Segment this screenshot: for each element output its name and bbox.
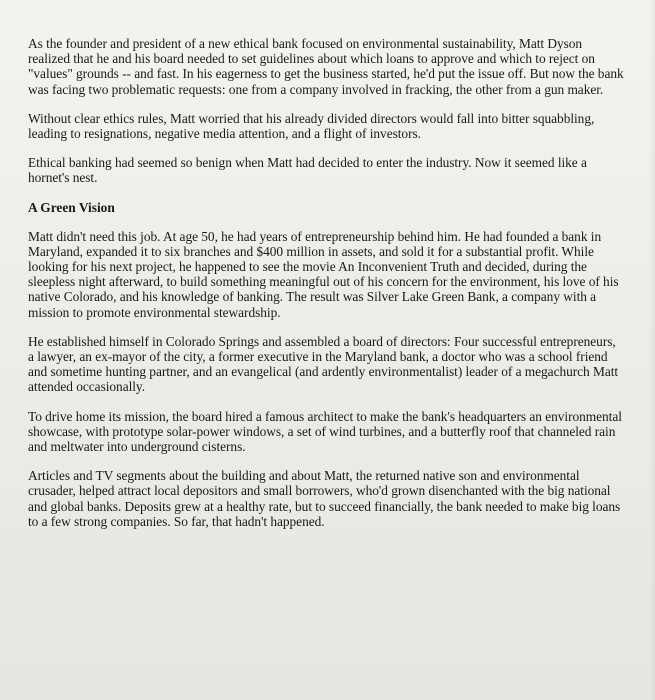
paragraph-intro-2: Without clear ethics rules, Matt worried that his already divided directors would fall into bitter squabbling, leading to resignations, negative media attention, and a flight of investors. (28, 110, 595, 142)
document-page (28, 36, 624, 543)
section-heading: A Green Vision (28, 199, 115, 215)
paragraph-section-3: To drive home its mission, the board hired a famous architect to make the bank's headquarters an environmental showcase, with prototype solar-power windows, a set of wind turbines, and a butterfly roof that channeled rain and meltwater into underground cisterns. (28, 408, 622, 455)
paragraph-section-1: Matt didn't need this job. At age 50, he had years of entrepreneurship behind him. He had founded a bank in Maryland, expanded it to six branches and $400 million in assets, and sold it for a substantial profit. While looking for his next project, he happened to see the movie An Inconvenient Truth and decided, during the sleepless night afterward, to build something meaningful out of his concern for the environment, his love of his native Colorado, and his knowledge of banking. The result was Silver Lake Green Bank, a company with a mission to promote environmental stewardship. (28, 228, 619, 320)
page-edge-shadow (649, 0, 655, 700)
paragraph-section-2: He established himself in Colorado Springs and assembled a board of directors: Four successful entrepreneurs, a lawyer, an ex-mayor of the city, a former executive in the Maryland bank, a doctor who was a school friend and sometime hunting partner, and an evangelical (and ardently environmentalist) leader of a megachurch Matt attended occasionally. (28, 333, 619, 395)
paragraph-section-4: Articles and TV segments about the building and about Matt, the returned native son and environmental crusader, helped attract local depositors and small borrowers, who'd grown disenchanted with the big national and global banks. Deposits grew at a healthy rate, but to succeed financially, the bank needed to make big loans to a few strong companies. So far, that hadn't happened. (28, 468, 621, 529)
paragraph-intro-3: Ethical banking had seemed so benign when Matt had decided to enter the industry. Now it seemed like a hornet's nest. (28, 155, 587, 186)
paragraph-intro-1: As the founder and president of a new ethical bank focused on environmental sustainability, Matt Dyson realized that he and his board needed to set guidelines about which loans to approve and which to reject on "values" grounds -- and fast. In his eagerness to get the business started, he'd put the issue off. But now the bank was facing two problematic requests: one from a company involved in fracking, the other from a gun maker. (28, 36, 624, 97)
